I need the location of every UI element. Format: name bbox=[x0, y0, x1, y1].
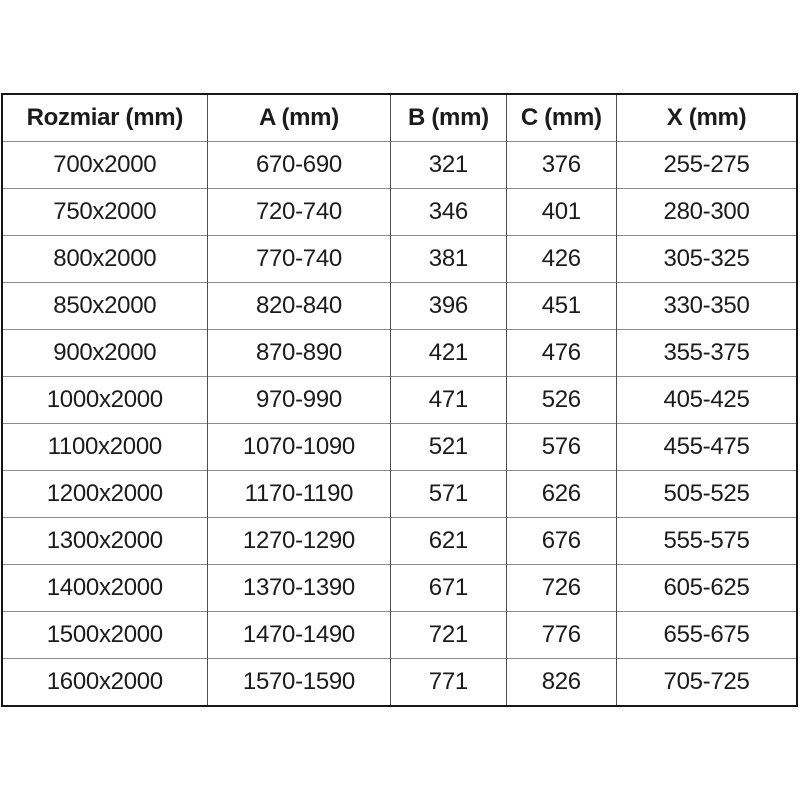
table-cell: 721 bbox=[391, 612, 506, 659]
table-cell: 1470-1490 bbox=[207, 612, 391, 659]
table-cell: 1170-1190 bbox=[207, 471, 391, 518]
header-cell-0: Rozmiar (mm) bbox=[26, 104, 184, 131]
table-cell: 1370-1390 bbox=[207, 565, 391, 612]
table-cell: 426 bbox=[506, 236, 617, 283]
table-cell: 555-575 bbox=[617, 518, 797, 565]
table-cell: 1100x2000 bbox=[2, 424, 207, 471]
table-cell: 970-990 bbox=[207, 377, 391, 424]
table-cell: 1400x2000 bbox=[2, 565, 207, 612]
table-row bbox=[2, 330, 797, 377]
table-cell: 1200x2000 bbox=[2, 471, 207, 518]
size-table-header bbox=[2, 94, 797, 142]
table-cell: 1070-1090 bbox=[207, 424, 391, 471]
table-row bbox=[2, 236, 797, 283]
table-row bbox=[2, 142, 797, 189]
table-cell: 850x2000 bbox=[2, 283, 207, 330]
table-row bbox=[2, 424, 797, 471]
table-cell: 476 bbox=[506, 330, 617, 377]
header-cell-2: B (mm) bbox=[391, 94, 506, 142]
table-cell: 280-300 bbox=[617, 189, 797, 236]
table-cell: 571 bbox=[391, 471, 506, 518]
table-row bbox=[2, 612, 797, 659]
table-cell: 576 bbox=[506, 424, 617, 471]
table-cell: 330-350 bbox=[617, 283, 797, 330]
table-cell: 676 bbox=[506, 518, 617, 565]
table-row bbox=[2, 471, 797, 518]
table-row bbox=[2, 377, 797, 424]
table-cell: 655-675 bbox=[617, 612, 797, 659]
table-cell: 1600x2000 bbox=[2, 659, 207, 707]
table-cell: 1500x2000 bbox=[2, 612, 207, 659]
table-cell: 1300x2000 bbox=[2, 518, 207, 565]
header-row bbox=[2, 94, 797, 142]
table-cell: 1570-1590 bbox=[207, 659, 391, 707]
table-cell: 720-740 bbox=[207, 189, 391, 236]
table-cell: 705-725 bbox=[617, 659, 797, 707]
size-table-body bbox=[2, 142, 797, 707]
table-cell: 800x2000 bbox=[2, 236, 207, 283]
table-cell: 455-475 bbox=[617, 424, 797, 471]
table-row bbox=[2, 189, 797, 236]
header-cell-1: A (mm) bbox=[207, 94, 391, 142]
table-cell: 321 bbox=[391, 142, 506, 189]
table-cell: 626 bbox=[506, 471, 617, 518]
table-row bbox=[2, 283, 797, 330]
table-cell: 405-425 bbox=[617, 377, 797, 424]
table-cell: 1270-1290 bbox=[207, 518, 391, 565]
table-cell: 820-840 bbox=[207, 283, 391, 330]
table-cell: 770-740 bbox=[207, 236, 391, 283]
header-cell-3: C (mm) bbox=[506, 94, 617, 142]
table-cell: 776 bbox=[506, 612, 617, 659]
table-cell: 255-275 bbox=[617, 142, 797, 189]
table-cell: 900x2000 bbox=[2, 330, 207, 377]
table-cell: 396 bbox=[391, 283, 506, 330]
table-row bbox=[2, 565, 797, 612]
table-cell: 376 bbox=[506, 142, 617, 189]
table-cell: 305-325 bbox=[617, 236, 797, 283]
table-cell: 726 bbox=[506, 565, 617, 612]
size-dimensions-table bbox=[1, 93, 798, 707]
table-cell: 451 bbox=[506, 283, 617, 330]
table-row bbox=[2, 659, 797, 707]
table-cell: 401 bbox=[506, 189, 617, 236]
table-cell: 771 bbox=[391, 659, 506, 707]
header-cell-4: X (mm) bbox=[617, 94, 797, 142]
table-cell: 826 bbox=[506, 659, 617, 707]
table-cell: 505-525 bbox=[617, 471, 797, 518]
table-cell: 471 bbox=[391, 377, 506, 424]
table-cell: 671 bbox=[391, 565, 506, 612]
table-cell: 670-690 bbox=[207, 142, 391, 189]
table-cell: 750x2000 bbox=[2, 189, 207, 236]
table-cell: 621 bbox=[391, 518, 506, 565]
table-cell: 1000x2000 bbox=[2, 377, 207, 424]
table-cell: 355-375 bbox=[617, 330, 797, 377]
table-cell: 421 bbox=[391, 330, 506, 377]
table-cell: 381 bbox=[391, 236, 506, 283]
table-cell: 605-625 bbox=[617, 565, 797, 612]
table-cell: 521 bbox=[391, 424, 506, 471]
table-cell: 346 bbox=[391, 189, 506, 236]
table-cell: 526 bbox=[506, 377, 617, 424]
table-cell: 700x2000 bbox=[2, 142, 207, 189]
table-row bbox=[2, 518, 797, 565]
table-cell: 870-890 bbox=[207, 330, 391, 377]
